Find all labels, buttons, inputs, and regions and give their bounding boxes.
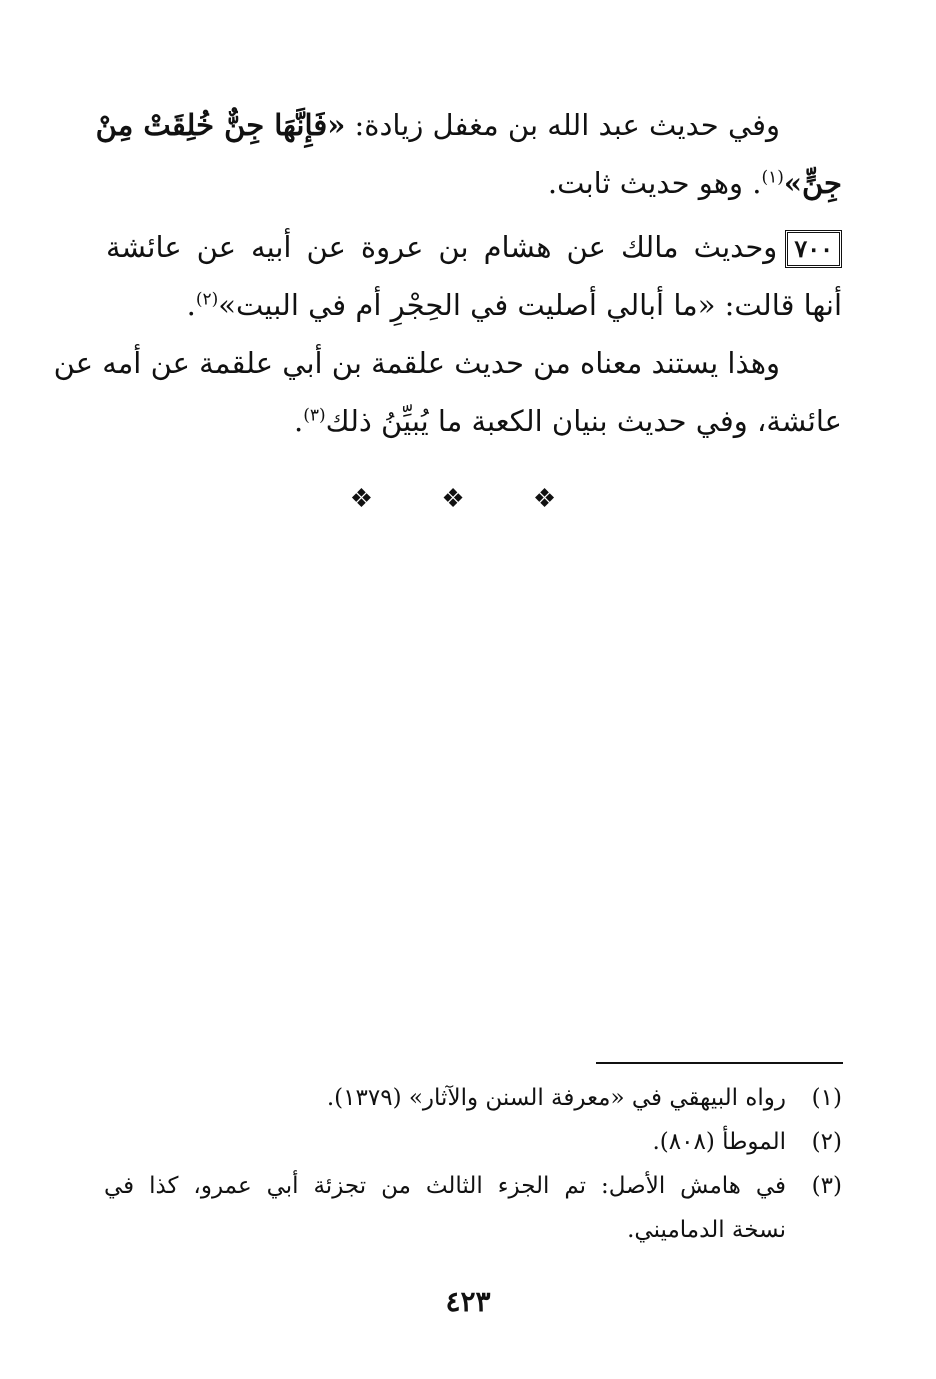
hadith-number-badge: ٧٠٠ [785,230,842,268]
paragraph-1-line-2 [106,154,842,212]
footnote-separator [596,1062,843,1064]
paragraph-text: عائشة، وفي حديث بنيان الكعبة ما يُبيِّنُ ذلك [325,404,842,438]
paragraph-3-line-2 [106,392,842,450]
footnote-text: رواه البيهقي في «معرفة السنن والآثار» (١٣٧٩). [326,1085,786,1111]
paragraph-text: . [293,404,304,438]
hadith-quote: جِنٍّ» [783,166,842,200]
footnote-number: (٢) [811,1129,842,1155]
paragraph-text: وهذا يستند معناه من حديث علقمة بن أبي علقمة عن أمه عن [53,346,780,380]
footnote-ref-1[interactable]: (١) [761,167,784,188]
footnote-text: الموطأ (٨٠٨). [652,1129,786,1155]
hadith-quote: «فَإِنَّهَا جِنٌّ خُلِقَتْ مِنْ [95,108,346,142]
paragraph-text: . [186,288,196,322]
paragraph-text: . وهو حديث ثابت. [547,166,762,200]
footnote-body [104,1164,786,1252]
paragraph-1-line-1 [95,96,842,154]
footnote-ref-2[interactable]: (٢) [195,289,219,310]
footnote-1 [104,1076,842,1120]
footnote-text: في هامش الأصل: تم الجزء الثالث من تجزئة أبي عمرو، كذا في [104,1173,786,1199]
footnotes [104,1076,842,1252]
paragraph-text: وفي حديث عبد الله بن مغفل زيادة: [345,108,780,142]
footnote-ref-3[interactable]: (٣) [303,405,326,426]
paragraph-2 [106,218,842,334]
footnote-text: نسخة الدماميني. [627,1217,786,1243]
page-number: ٤٢٣ [445,1285,491,1318]
paragraph-3-line-1 [53,334,842,392]
footnote-2 [104,1120,842,1164]
paragraph-2-line-1 [106,218,842,276]
paragraph-text: أنها قالت: «ما أبالي أصليت في الحِجْرِ أم في البيت» [218,288,842,322]
section-divider-ornament: ❖ ❖ ❖ [349,484,587,514]
paragraph-2-line-2 [106,276,842,334]
footnote-number: (٣) [811,1173,842,1199]
paragraph-text: وحديث مالك عن هشام بن عروة عن أبيه عن عائشة [106,230,778,264]
paragraph-3 [53,334,842,450]
footnote-number: (١) [811,1085,842,1111]
paragraph-1 [95,96,842,212]
footnote-3 [104,1164,842,1252]
